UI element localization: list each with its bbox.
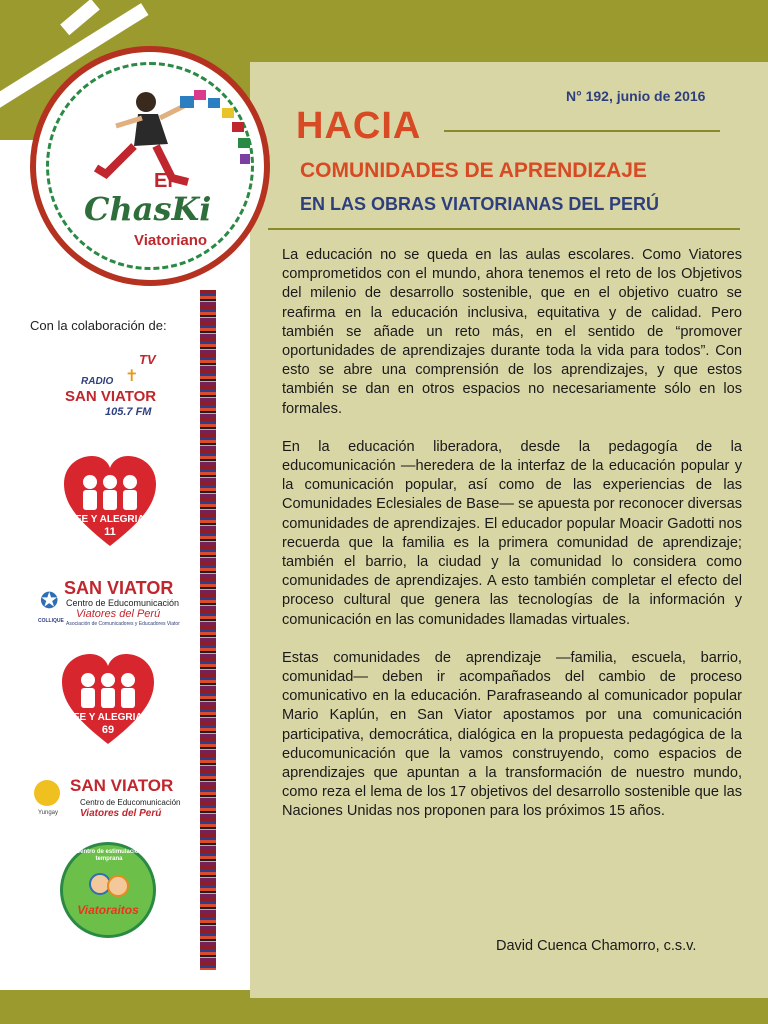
san-viator-yungay-logo <box>32 776 182 826</box>
radio-name: SAN VIATOR <box>65 388 157 405</box>
collique-line2: Viatores del Perú <box>76 608 161 620</box>
fya-label: FE Y ALEGRIA <box>73 712 143 723</box>
bottom-band <box>0 998 768 1024</box>
cross-icon: ✝ <box>125 368 139 385</box>
logo-word-el: El <box>154 170 173 192</box>
yungay-line2: Viatores del Perú <box>80 808 162 819</box>
radio-label: RADIO <box>81 376 114 387</box>
radio-san-viator-logo <box>55 352 175 422</box>
children-icon <box>87 867 127 899</box>
yungay-line1: Centro de Educomunicación <box>80 798 181 807</box>
chaski-logo <box>30 46 270 286</box>
viatoraitos-ring-text: Centro de estimulación temprana <box>75 849 143 862</box>
yungay-name: SAN VIATOR <box>70 776 174 795</box>
issue-number: N° 192, junio de 2016 <box>566 88 706 104</box>
sun-icon <box>34 780 60 806</box>
tv-label: TV <box>139 352 156 367</box>
author-signature: David Cuenca Chamorro, c.s.v. <box>496 938 697 954</box>
figure-icon: ✪ <box>40 588 59 613</box>
yungay-tag: Yungay <box>38 810 59 816</box>
collique-line1: Centro de Educomunicación <box>66 598 180 608</box>
fya-number: 11 <box>104 526 116 538</box>
logo-name: ChasKi <box>84 190 212 228</box>
paragraph-2: En la educación liberadora, desde la pedagogía de la educomunicación —heredera de la interfaz de la educación popular y la comunicación popular, así como de las experiencias de las Comunidades Eclesiales de Base— se apuesta por reconocer diversas comunidades de aprendizajes. El educador popular Moacir Gadotti nos recuerda que la familia es la primera comunidad de aprendizaje; también el barrio, la ciudad y la comunidad lo considera como comunidades de aprendizajes. A esto también completar el efecto del proceso cultural que genera las tecnologías de la información y comunicación en las comunidades llamadas virtuales. <box>282 438 742 628</box>
collique-name: SAN VIATOR <box>64 578 174 598</box>
collique-line3: Asociación de Comunicadores y Educadores Viator <box>66 621 180 627</box>
headline-rule <box>444 130 720 132</box>
collaboration-label: Con la colaboración de: <box>30 318 167 333</box>
viatoraitos-name: Viatoraitos <box>77 903 139 917</box>
fe-y-alegria-69-logo <box>60 652 156 746</box>
radio-frequency: 105.7 FM <box>105 406 152 418</box>
headline-sub: EN LAS OBRAS VIATORIANAS DEL PERÚ <box>300 194 660 214</box>
collique-tag: COLLIQUE <box>38 618 64 624</box>
fya-number: 69 <box>101 724 115 736</box>
paragraph-1: La educación no se queda en las aulas escolares. Como Viatores comprometidos con el mundo, ahora tenemos el reto de los Objetivos del milenio de desarrollo sostenible, que en el objetivo cuatro se reafirma en la educación inclusiva, equitativa y de calidad. Pero también se añade un reto más, en el sentido de “promover oportunidades de aprendizajes durante toda la vida para todos”. Con esto se abre una comprensión de los aprendizajes, y que estos también se dan en otros espacios no necesariamente sólo en los formales. <box>282 247 742 417</box>
headline-main: COMUNIDADES DE APRENDIZAJE <box>300 159 647 182</box>
fya-label: FE Y ALEGRIA <box>75 514 145 525</box>
fe-y-alegria-11-logo <box>62 454 158 548</box>
headline-hacia: HACIA <box>296 105 422 147</box>
article-body <box>282 246 742 841</box>
woven-textile-strip <box>200 290 216 970</box>
title-rule <box>268 228 740 230</box>
paragraph-3: Estas comunidades de aprendizaje —familia, escuela, barrio, comunidad— deben ir acompañados del cambio de proceso comunicativo en la educación. Parafraseando al comunicador popular Mario Kaplún, en San Viator apostamos por una comunicación participativa, democrática, dialógica en la propuesta pedagógica de la educomunicación que la vamos construyendo, como espacios de aprendizajes que apuntan a la transformación de nuestro mundo, como reza el lema de los 17 objetivos del desarrollo sostenible que las Naciones Unidas nos proponen para los próximos 15 años. <box>282 649 742 820</box>
logo-subtitle: Viatoriano <box>134 232 208 249</box>
viatoraitos-logo <box>60 842 156 938</box>
san-viator-collique-logo <box>38 578 188 638</box>
